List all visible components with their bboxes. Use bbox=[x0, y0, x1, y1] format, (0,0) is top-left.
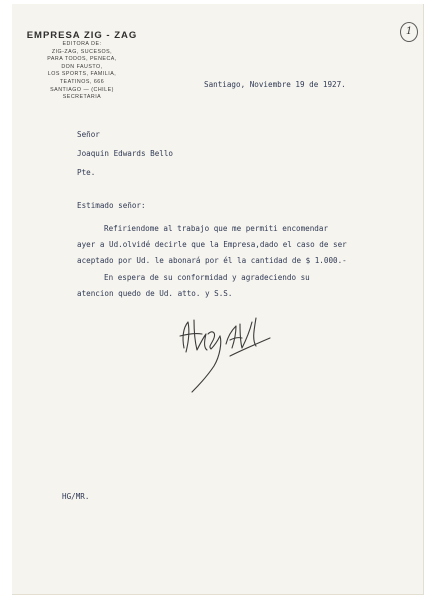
recipient-name: Joaquin Edwards Bello bbox=[77, 149, 174, 158]
letterhead-line: DON FAUSTO, bbox=[61, 63, 103, 70]
letterhead-line: PARA TODOS, PENECA, bbox=[47, 56, 117, 63]
letterhead-line: LOS SPORTS, FAMILIA, bbox=[47, 71, 117, 78]
recipient-suffix: Pte. bbox=[77, 168, 96, 177]
body-line: aceptado por Ud. le abonará por él la cantidad de $ 1.000.- bbox=[77, 256, 347, 265]
letterhead-company: EMPRESA ZIG - ZAG bbox=[26, 30, 138, 41]
reference-initials: HG/MR. bbox=[62, 492, 90, 501]
body-line: En espera de su conformidad y agradeciendo su bbox=[104, 273, 310, 282]
page-number-circle: 1 bbox=[400, 22, 418, 42]
body-line: Refiriendome al trabajo que me permiti encomendar bbox=[104, 224, 329, 233]
body-line: ayer a Ud.olvidé decirle que la Empresa,dado el caso de ser bbox=[77, 240, 347, 249]
letterhead-line: SECRETARIA bbox=[62, 94, 102, 101]
salutation-title: Señor bbox=[77, 130, 100, 139]
letterhead-line: EDITORA DE: bbox=[62, 41, 102, 47]
letterhead bbox=[26, 30, 138, 102]
body-line: atencion quedo de Ud. atto. y S.S. bbox=[77, 289, 233, 298]
letterhead-line: SANTIAGO — (CHILE) bbox=[50, 86, 114, 93]
letterhead-line: TEATINOS, 666 bbox=[59, 78, 105, 85]
letterhead-line: ZIG-ZAG, SUCESOS, bbox=[51, 48, 113, 55]
handwritten-signature bbox=[170, 300, 280, 395]
greeting: Estimado señor: bbox=[77, 201, 146, 210]
letter-date: Santiago, Noviembre 19 de 1927. bbox=[204, 80, 346, 89]
